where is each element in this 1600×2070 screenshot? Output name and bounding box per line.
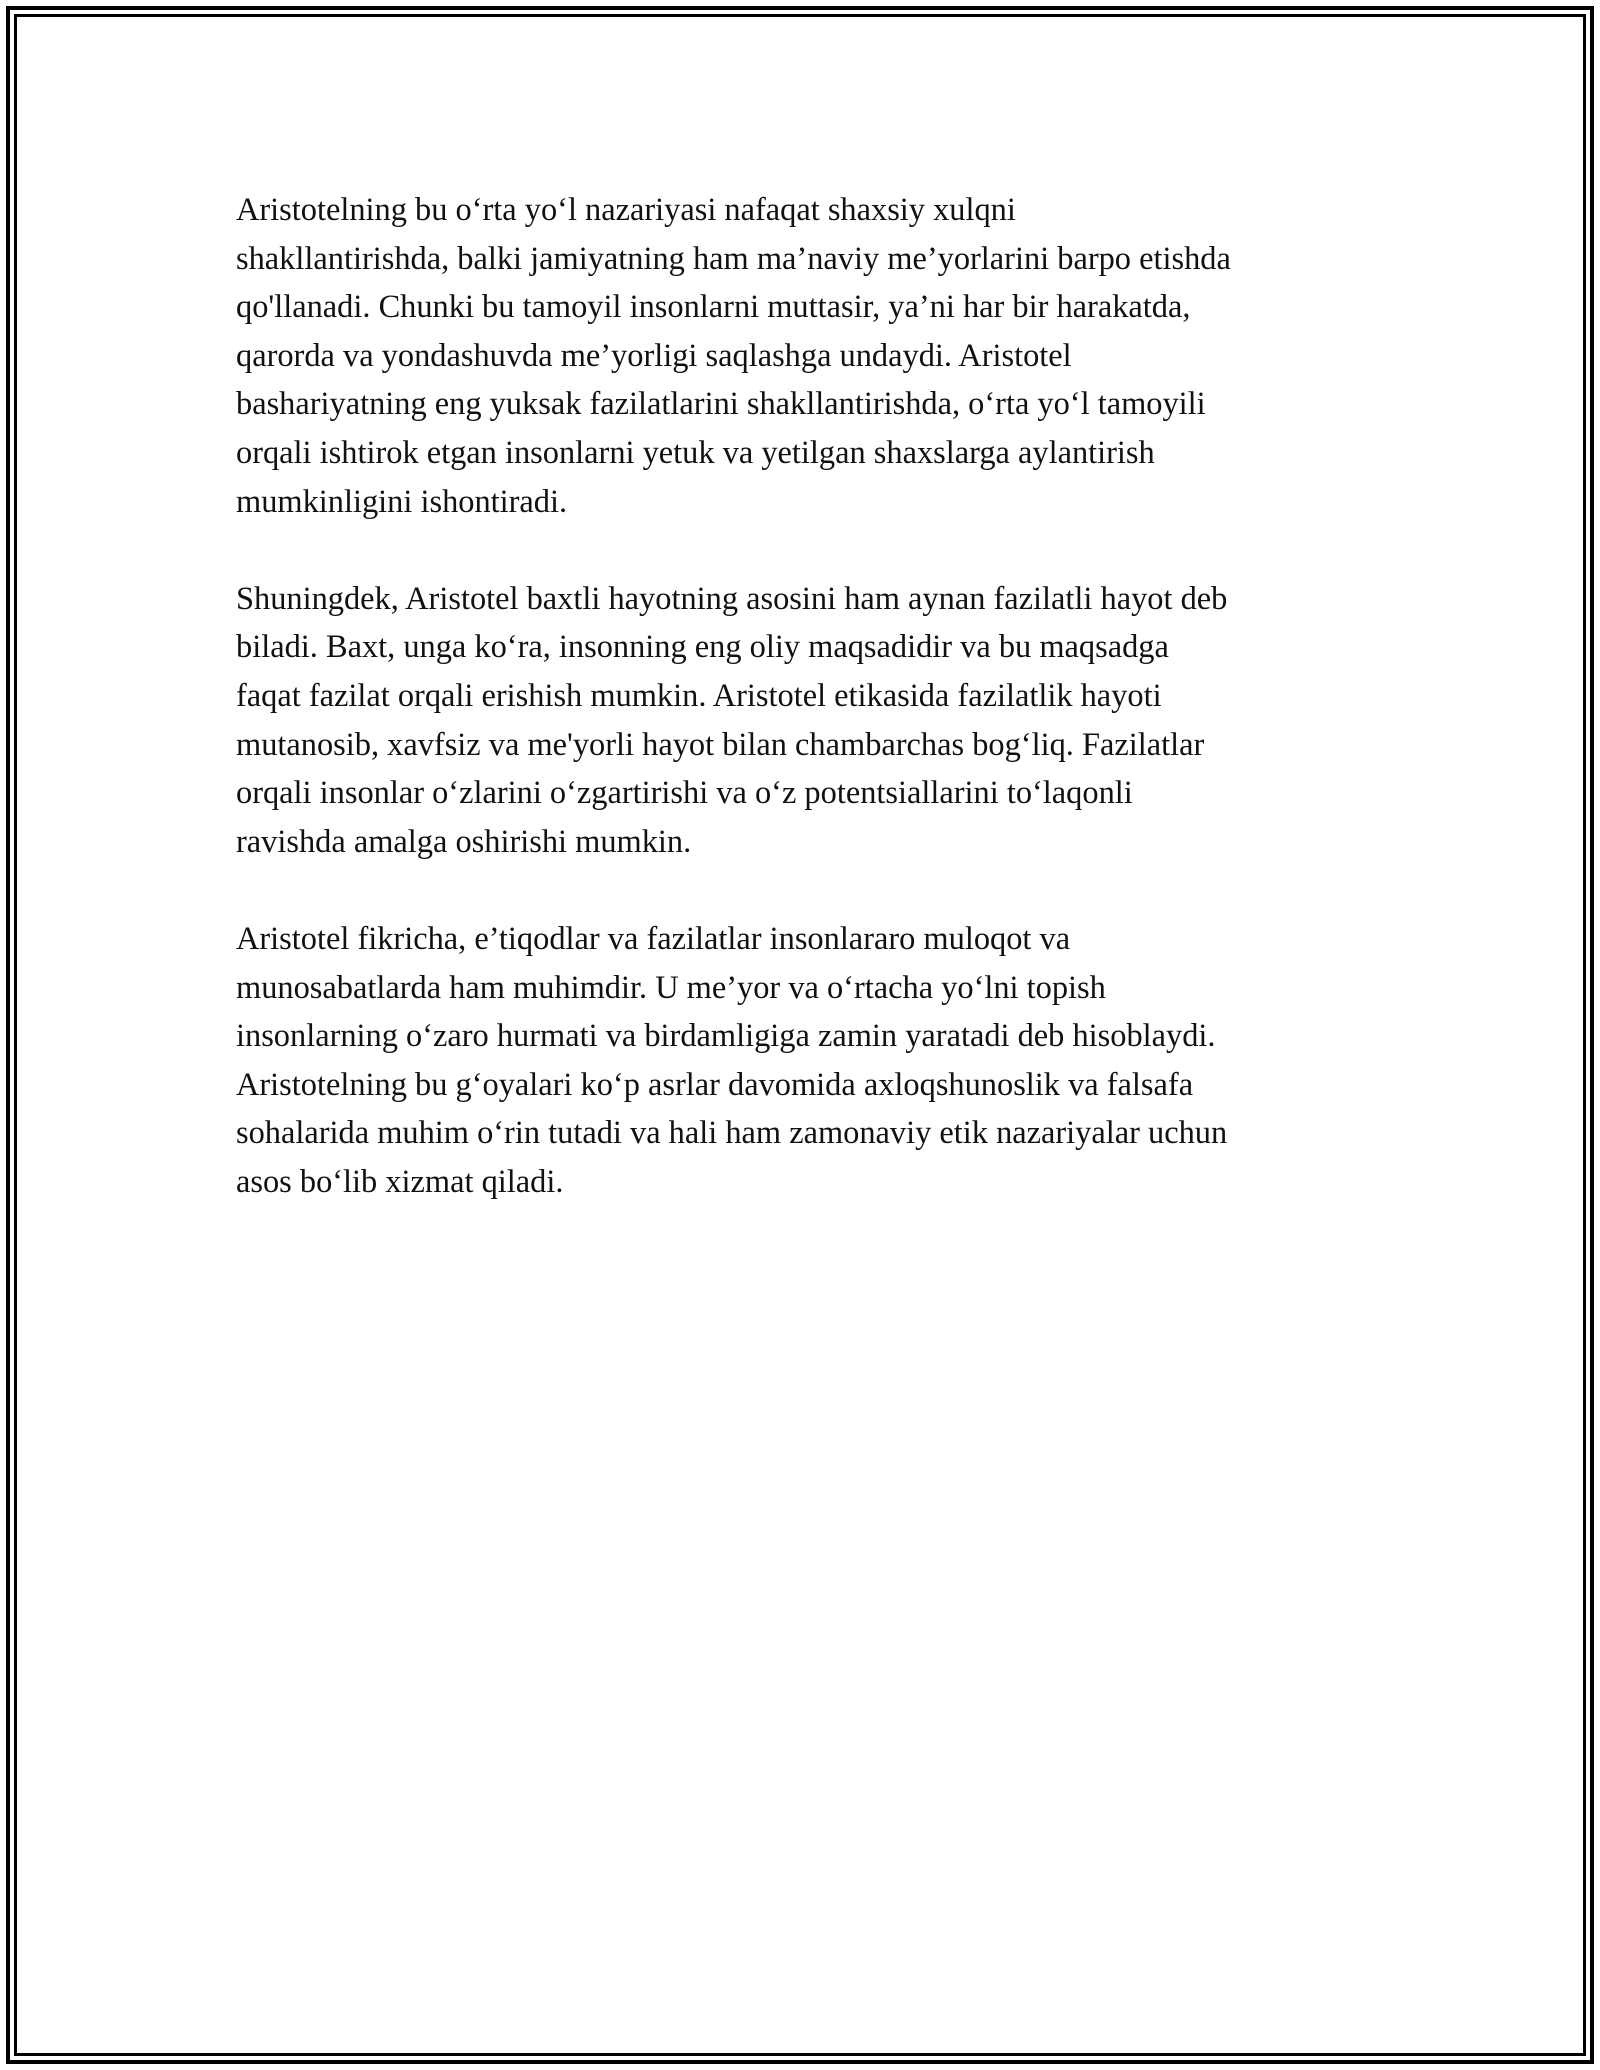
text-line: mumkinligini ishontiradi. xyxy=(236,483,568,520)
document-body xyxy=(236,186,1376,1255)
text-line: sohalarida muhim o‘rin tutadi va hali ham zamonaviy etik nazariyalar uchun xyxy=(236,1115,1228,1152)
text-line: bashariyatning eng yuksak fazilatlarini shakllantirishda, o‘rta yo‘l tamoyili xyxy=(236,386,1206,423)
paragraph-3 xyxy=(236,915,1376,1207)
text-line: orqali ishtirok etgan insonlarni yetuk va yetilgan shaxslarga aylantirish xyxy=(236,434,1155,471)
text-line: Aristotelning bu o‘rta yo‘l nazariyasi nafaqat shaxsiy xulqni xyxy=(236,192,1016,228)
text-line: ravishda amalga oshirishi mumkin. xyxy=(236,823,692,860)
paragraph-1 xyxy=(236,186,1376,526)
text-line: qarorda va yondashuvda me’yorligi saqlashga undaydi. Aristotel xyxy=(236,337,1072,374)
text-line: biladi. Baxt, unga ko‘ra, insonning eng oliy maqsadidir va bu maqsadga xyxy=(236,629,1169,666)
text-line: Aristotelning bu g‘oyalari ko‘p asrlar davomida axloqshunoslik va falsafa xyxy=(236,1066,1194,1103)
text-line: mutanosib, xavfsiz va me'yorli hayot bilan chambarchas bog‘liq. Fazilatlar xyxy=(236,726,1205,763)
text-line: munosabatlarda ham muhimdir. U me’yor va o‘rtacha yo‘lni topish xyxy=(236,969,1106,1006)
text-line: insonlarning o‘zaro hurmati va birdamligiga zamin yaratadi deb hisoblaydi. xyxy=(236,1018,1216,1055)
text-line: Shuningdek, Aristotel baxtli hayotning asosini ham aynan fazilatli hayot deb xyxy=(236,580,1228,617)
text-line: faqat fazilat orqali erishish mumkin. Aristotel etikasida fazilatlik hayoti xyxy=(236,677,1162,714)
text-line: orqali insonlar o‘zlarini o‘zgartirishi va o‘z potentsiallarini to‘laqonli xyxy=(236,775,1133,812)
text-line: qo'llanadi. Chunki bu tamoyil insonlarni muttasir, ya’ni har bir harakatda, xyxy=(236,289,1191,326)
text-line: Aristotel fikricha, e’tiqodlar va fazilatlar insonlararo muloqot va xyxy=(236,920,1071,957)
text-line: asos bo‘lib xizmat qiladi. xyxy=(236,1163,564,1200)
paragraph-2 xyxy=(236,575,1376,867)
text-line: shakllantirishda, balki jamiyatning ham ma’naviy me’yorlarini barpo etishda xyxy=(236,240,1231,277)
